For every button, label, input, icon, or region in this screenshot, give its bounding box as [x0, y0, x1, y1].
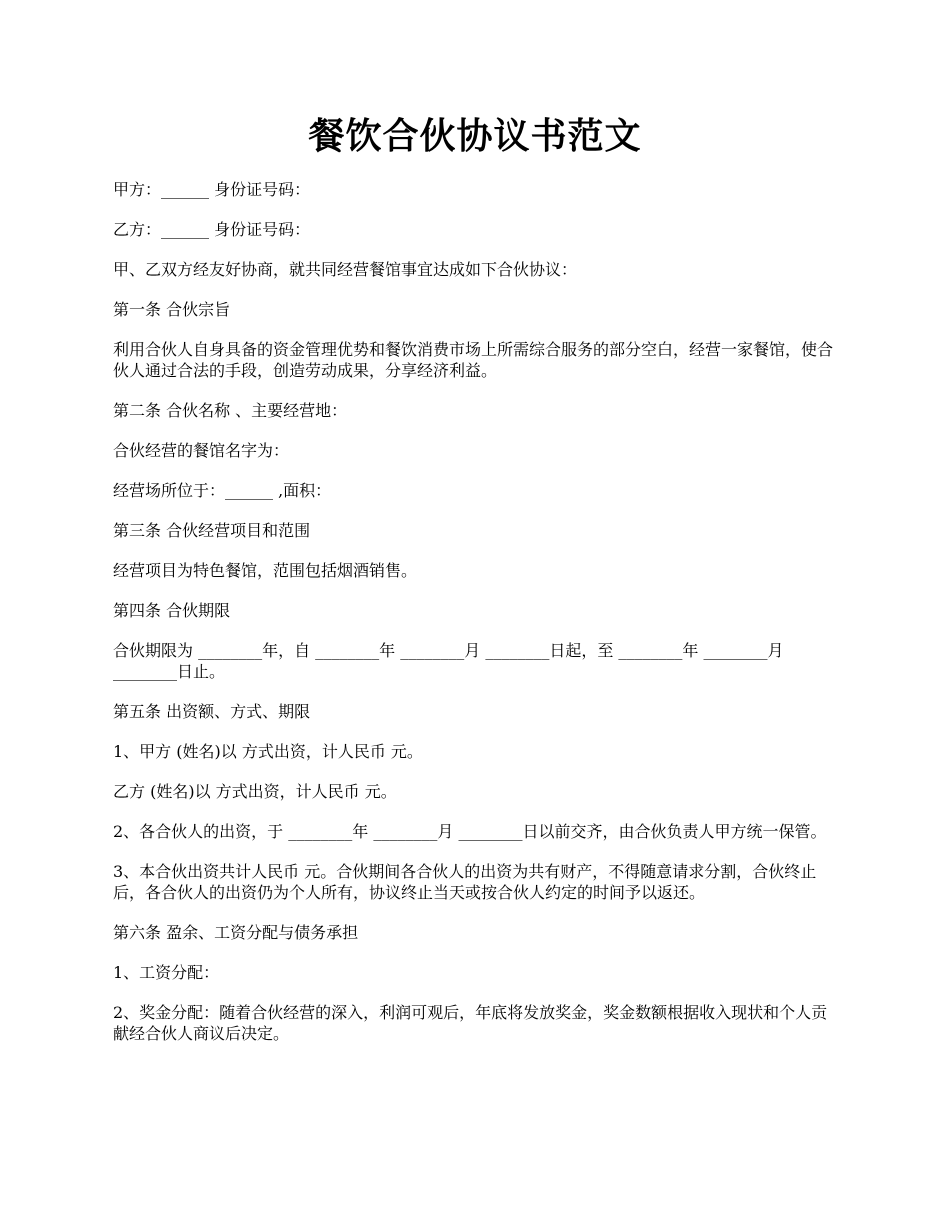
article-1-text: 利用合伙人自身具备的资金管理优势和餐饮消费市场上所需综合服务的部分空白，经营一家餐馆，使合伙人通过合法的手段，创造劳动成果，分享经济利益。 — [113, 340, 834, 380]
document-title: 餐饮合伙协议书范文 — [308, 115, 642, 157]
article-4-text: 合伙期限为 ________年，自 ________年 ________月 ________日起，至 ________年 ________月 ________日止。 — [113, 641, 784, 681]
contribution-party-a: 1、甲方 (姓名)以 方式出资，计人民币 元。 — [113, 742, 423, 761]
intro-paragraph: 甲、乙双方经友好协商，就共同经营餐馆事宜达成如下合伙协议： — [113, 260, 578, 279]
restaurant-name-line: 合伙经营的餐馆名字为： — [113, 441, 290, 460]
article-1-heading: 第一条 合伙宗旨 — [113, 300, 231, 319]
contribution-deadline: 2、各合伙人的出资，于 ________年 ________月 ________日以前交齐，由合伙负责人甲方统一保管。 — [113, 822, 827, 841]
party-a-line: 甲方：______ 身份证号码： — [113, 180, 311, 199]
article-5-heading: 第五条 出资额、方式、期限 — [113, 702, 311, 721]
article-2-heading: 第二条 合伙名称 、主要经营地： — [113, 401, 348, 420]
contribution-party-b: 乙方 (姓名)以 方式出资，计人民币 元。 — [113, 782, 397, 801]
location-line: 经营场所位于：______ ,面积： — [113, 481, 332, 500]
document-body — [113, 179, 843, 1063]
article-3-text: 经营项目为特色餐馆，范围包括烟酒销售。 — [113, 561, 418, 580]
contribution-total: 3、本合伙出资共计人民币 元。合伙期间各合伙人的出资为共有财产，不得随意请求分割，合伙终止后，各合伙人的出资仍为个人所有，协议终止当天或按合伙人约定的时间予以返还。 — [113, 862, 817, 902]
article-4-heading: 第四条 合伙期限 — [113, 601, 231, 620]
article-6-heading: 第六条 盈余、工资分配与债务承担 — [113, 923, 359, 942]
bonus-distribution: 2、奖金分配：随着合伙经营的深入，利润可观后，年底将发放奖金，奖金数额根据收入现状和个人贡献经合伙人商议后决定。 — [113, 1003, 828, 1043]
article-3-heading: 第三条 合伙经营项目和范围 — [113, 521, 311, 540]
salary-distribution: 1、工资分配： — [113, 963, 220, 982]
party-b-line: 乙方：______ 身份证号码： — [113, 220, 311, 239]
